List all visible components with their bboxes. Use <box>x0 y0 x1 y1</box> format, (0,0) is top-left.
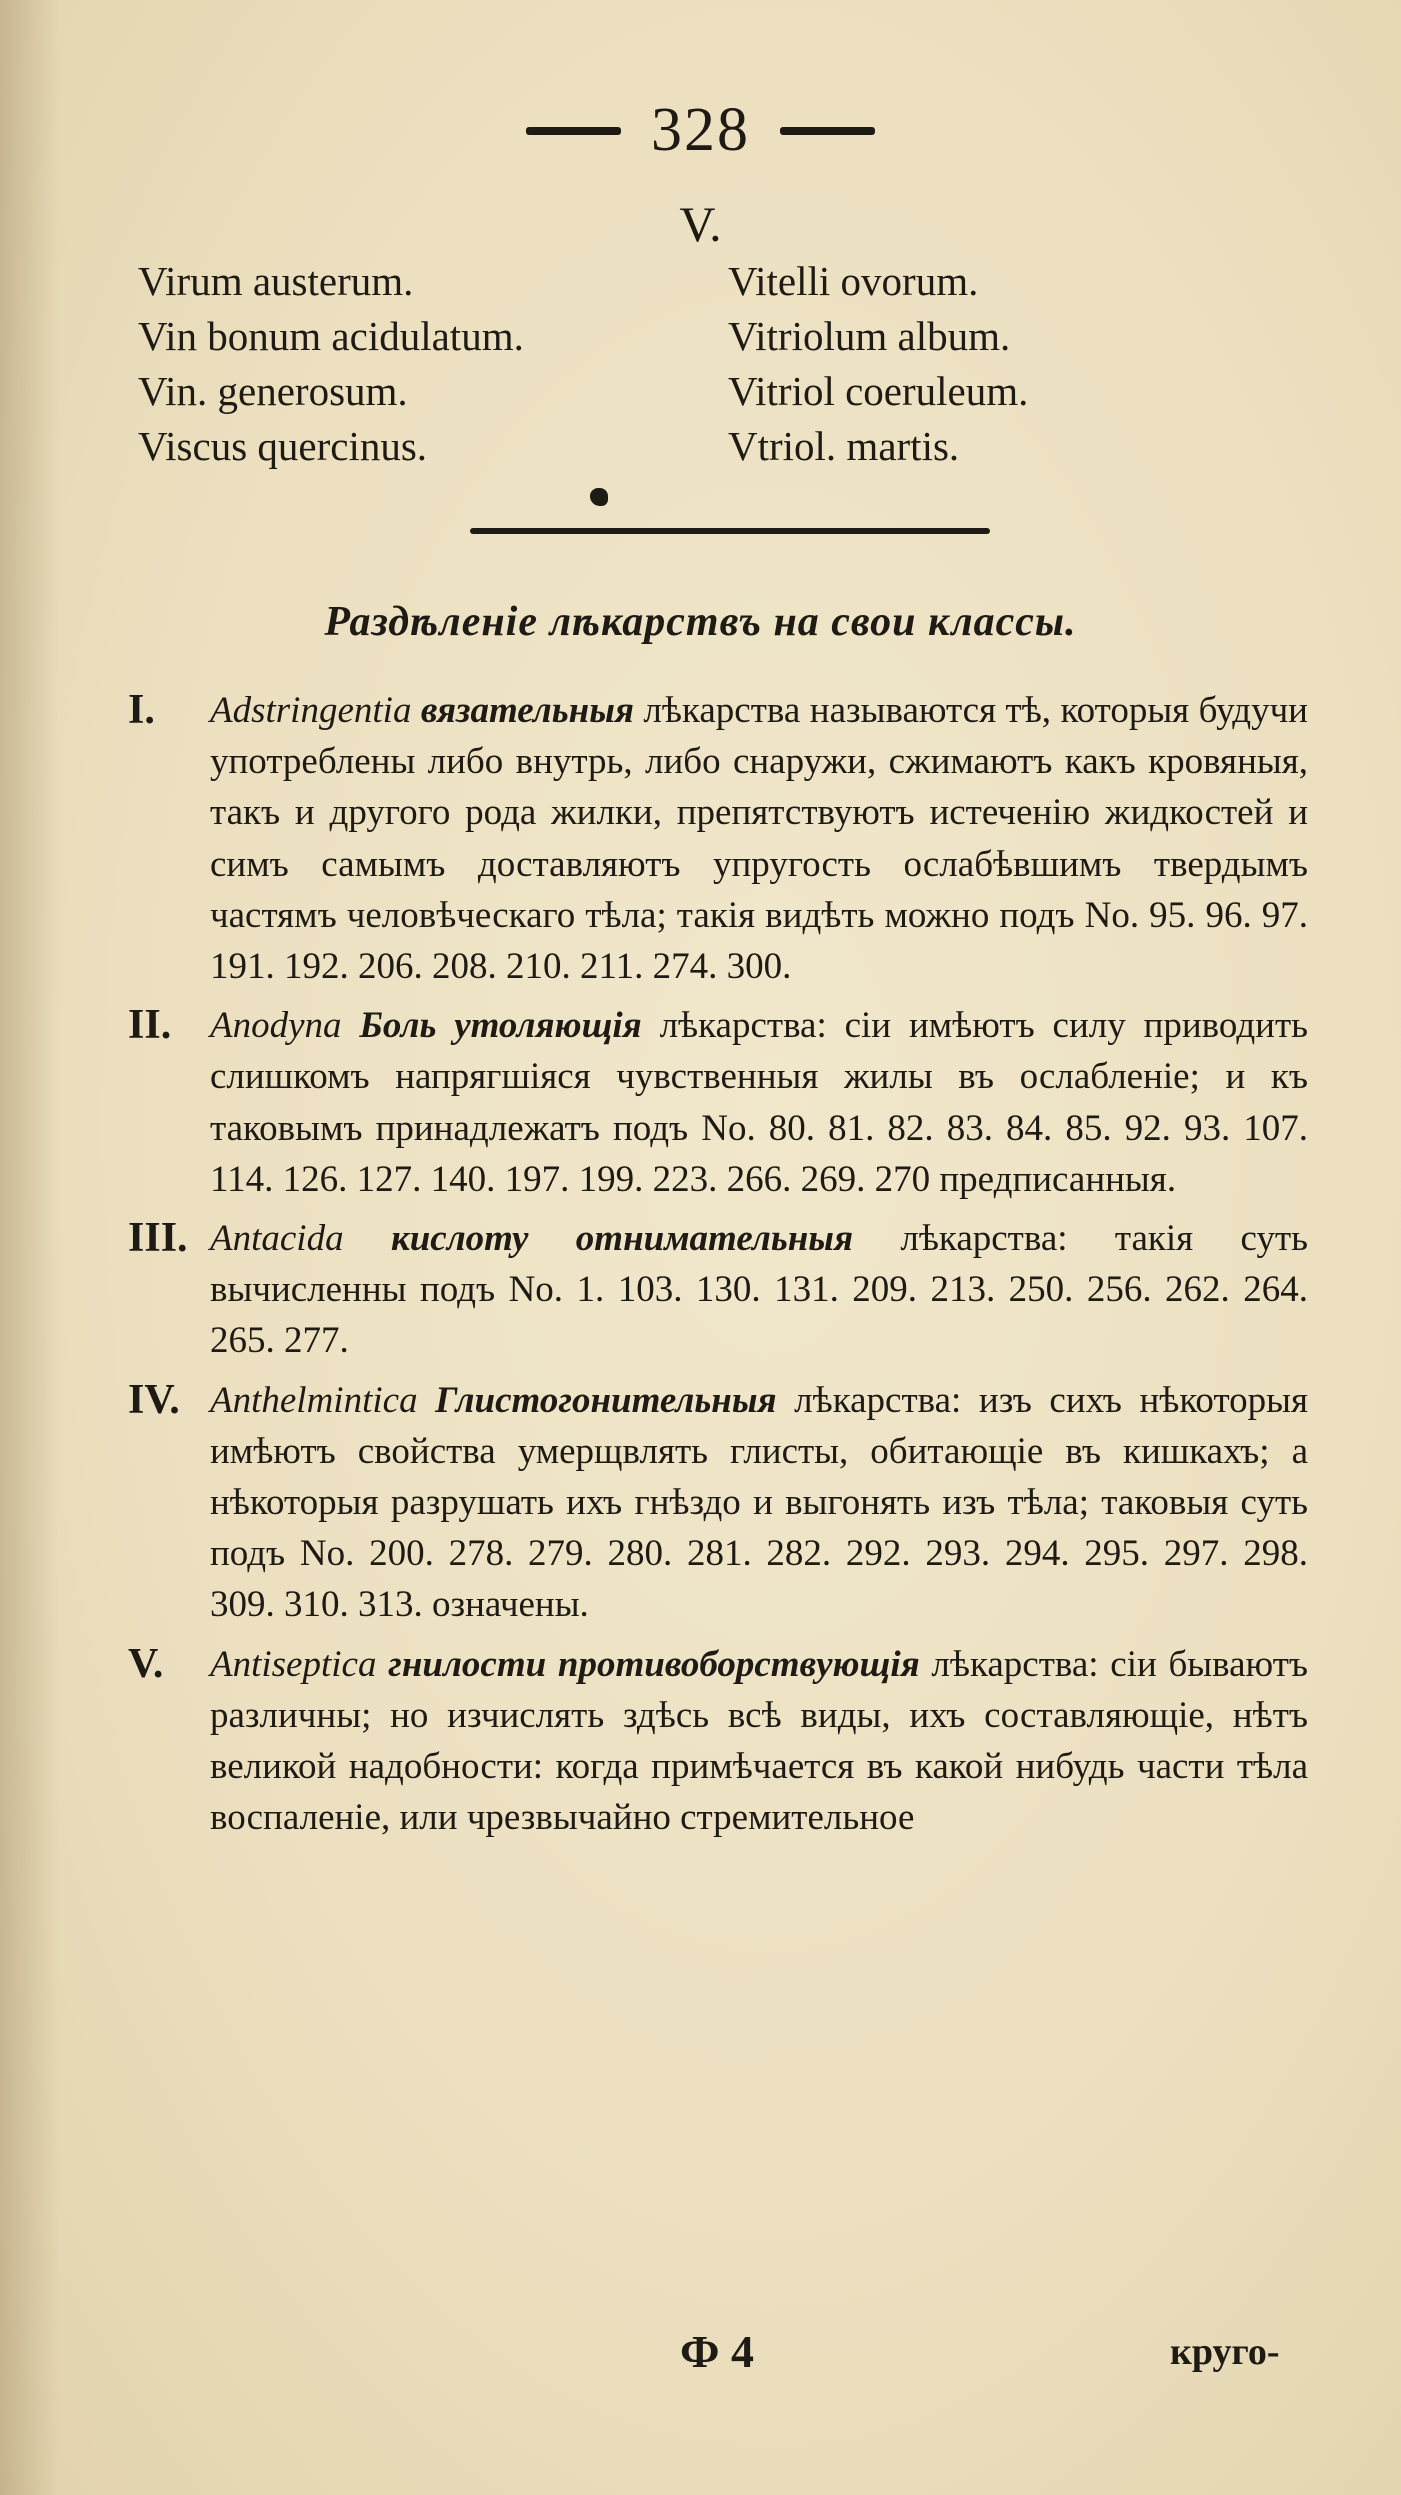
entry-number: I. <box>128 687 155 733</box>
entry-number: V. <box>128 1640 164 1687</box>
section-letter: V. <box>679 196 722 252</box>
entry-text: лѣкарства: сіи имѣютъ силу приводить слишкомъ напрягшіяся чувственныя жилы въ ослабленіе; и къ таковымъ принадлежатъ подъ No. 80. 81. 82. 83. 84. 85. 92. 93. 107. 114. 126. 127. 140. 197. 199. 223. 266. 269. 270 предписанныя. <box>210 1005 1309 1200</box>
latin-item: Virum austerum. <box>138 258 414 304</box>
classes-heading: Раздѣленіе лѣкарствъ на свои классы. <box>324 599 1077 645</box>
header-dash-right <box>780 127 875 135</box>
header-dash-left <box>526 127 621 135</box>
entry-text: лѣкарства: сіи бываютъ различны; но изчислять здѣсь всѣ виды, ихъ составляющіе, нѣтъ великой надобности: когда примѣчается въ какой нибудь части тѣла воспаленіе, или чрезвычайно стремительное <box>210 1643 1309 1839</box>
latin-item: Vitelli ovorum. <box>728 258 979 304</box>
latin-remedy-list <box>138 255 1288 472</box>
entry-latin-term: Antiseptica <box>210 1643 377 1685</box>
catchword: круго- <box>1170 2331 1280 2373</box>
entry-latin-term: Anthelmintica <box>210 1379 418 1421</box>
entry-body <box>210 1213 1308 1367</box>
ornament-dot <box>590 488 608 506</box>
entry-body <box>210 685 1308 992</box>
page-header <box>0 95 1401 166</box>
class-entry <box>128 1639 1308 1844</box>
entry-body <box>210 1639 1308 1844</box>
entry-latin-term: Anodyna <box>210 1005 342 1047</box>
class-entry <box>128 685 1308 992</box>
entry-latin-term: Adstringentia <box>210 690 412 731</box>
binding-shadow <box>0 0 60 2495</box>
page-number: 328 <box>651 96 750 164</box>
entry-body <box>210 1375 1308 1631</box>
entry-body <box>210 1000 1308 1205</box>
section-rule <box>470 528 990 534</box>
entry-russian-term: Боль утоляющія <box>359 1005 642 1047</box>
latin-item: Vin bonum acidulatum. <box>138 313 524 359</box>
latin-item: Vitriolum album. <box>728 313 1011 359</box>
class-entry <box>128 1213 1308 1367</box>
entry-latin-term: Antacida <box>210 1218 344 1260</box>
entry-russian-term: кислоту отнимательныя <box>390 1218 854 1260</box>
entry-russian-term: вязательныя <box>420 690 634 731</box>
entry-text: лѣкарства: изъ сихъ нѣкоторыя имѣютъ свойства умерщвлять глисты, обитающіе въ кишкахъ; а нѣкоторыя разрушать ихъ гнѣздо и выгонять изъ тѣла; таковыя суть подъ No. 200. 278. 279. 280. 281. 282. 292. 293. 294. 295. 297. 298. 309. 310. 313. означены. <box>210 1379 1309 1626</box>
entry-text: лѣкарства: такія суть вычисленны подъ No. 1. 103. 130. 131. 209. 213. 250. 256. 262. 264. 265. 277. <box>210 1218 1309 1362</box>
latin-item: Vin. generosum. <box>138 368 408 414</box>
entry-text: лѣкарства называются тѣ, которыя будучи употреблены либо внутрь, либо снаружи, сжимаютъ какъ кровяныя, такъ и другого рода жилки, препятствуютъ истеченію жидкостей и симъ самымъ доставляютъ упругость ослабѣвшимъ твердымъ частямъ человѣческаго тѣла; такія видѣть можно подъ No. 95. 96. 97. 191. 192. 206. 208. 210. 211. 274. 300. <box>210 690 1308 988</box>
latin-item: Vtriol. martis. <box>728 423 960 469</box>
class-entry <box>128 1375 1308 1631</box>
entry-russian-term: Глистогонительныя <box>435 1379 777 1421</box>
class-entry <box>128 1000 1308 1205</box>
class-entries <box>128 685 1308 1851</box>
entry-number: II. <box>128 1002 172 1049</box>
entry-number: IV. <box>128 1376 180 1423</box>
entry-number: III. <box>128 1215 188 1262</box>
latin-item: Vitriol coeruleum. <box>728 368 1029 414</box>
entry-russian-term: гнилости противоборствующія <box>388 1643 920 1685</box>
printer-signature: Ф 4 <box>680 2326 755 2377</box>
latin-item: Viscus quercinus. <box>138 423 428 469</box>
